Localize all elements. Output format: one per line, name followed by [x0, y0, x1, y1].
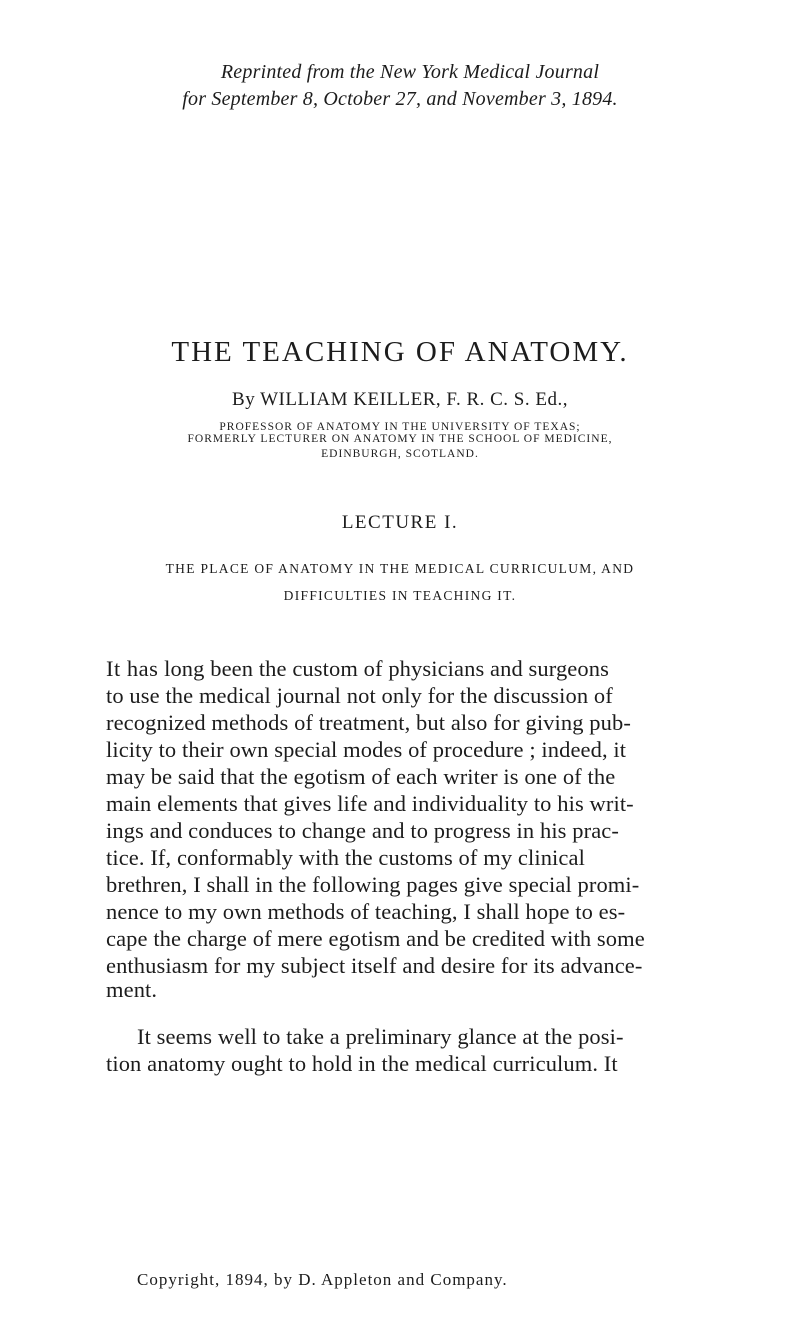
body-line-7: ings and conduces to change and to progress in his prac- [106, 818, 619, 843]
reprint-notice-line-2: for September 8, October 27, and November 3, 1894. [182, 88, 618, 110]
lecture-heading: LECTURE I. [341, 512, 459, 533]
copyright-notice: Copyright, 1894, by D. Appleton and Company. [137, 1270, 508, 1289]
body-line-2: to use the medical journal not only for the discussion of [106, 683, 613, 708]
author-credential-3: EDINBURGH, SCOTLAND. [321, 448, 479, 460]
reprint-notice-line-1: Reprinted from the New York Medical Journal [220, 61, 600, 83]
lecture-subtitle-line-1: THE PLACE OF ANATOMY IN THE MEDICAL CURRICULUM, AND [165, 561, 635, 576]
lecture-subtitle-line-2: DIFFICULTIES IN TEACHING IT. [283, 588, 517, 603]
body-paragraph-2-line-1: It seems well to take a preliminary glance at the posi- [137, 1024, 624, 1049]
body-line-5: may be said that the egotism of each writer is one of the [106, 764, 616, 789]
body-line-9: brethren, I shall in the following pages give special promi- [106, 872, 640, 897]
body-line-4: licity to their own special modes of procedure ; indeed, it [106, 737, 627, 762]
author-credential-2: FORMERLY LECTURER ON ANATOMY IN THE SCHOOL OF MEDICINE, [187, 433, 613, 445]
body-line-8: tice. If, conformably with the customs of my clinical [106, 845, 585, 870]
author-byline: By WILLIAM KEILLER, F. R. C. S. Ed., [232, 389, 568, 410]
article-title: THE TEACHING OF ANATOMY. [171, 336, 629, 368]
author-credential-1: PROFESSOR OF ANATOMY IN THE UNIVERSITY OF TEXAS; [219, 421, 581, 433]
body-line-1-text: long been the custom of physicians and surgeons [158, 656, 609, 681]
drop-cap-words: It has [106, 656, 159, 681]
body-line-3: recognized methods of treatment, but also for giving pub- [106, 710, 631, 735]
body-line-13: ment. [106, 977, 158, 1002]
body-line-11: cape the charge of mere egotism and be credited with some [106, 926, 645, 951]
body-line-1 [106, 656, 796, 682]
body-line-12: enthusiasm for my subject itself and desire for its advance- [106, 953, 643, 978]
body-line-6: main elements that gives life and individuality to his writ- [106, 791, 634, 816]
body-paragraph-2-line-2: tion anatomy ought to hold in the medical curriculum. It [106, 1051, 618, 1076]
body-line-10: nence to my own methods of teaching, I shall hope to es- [106, 899, 626, 924]
